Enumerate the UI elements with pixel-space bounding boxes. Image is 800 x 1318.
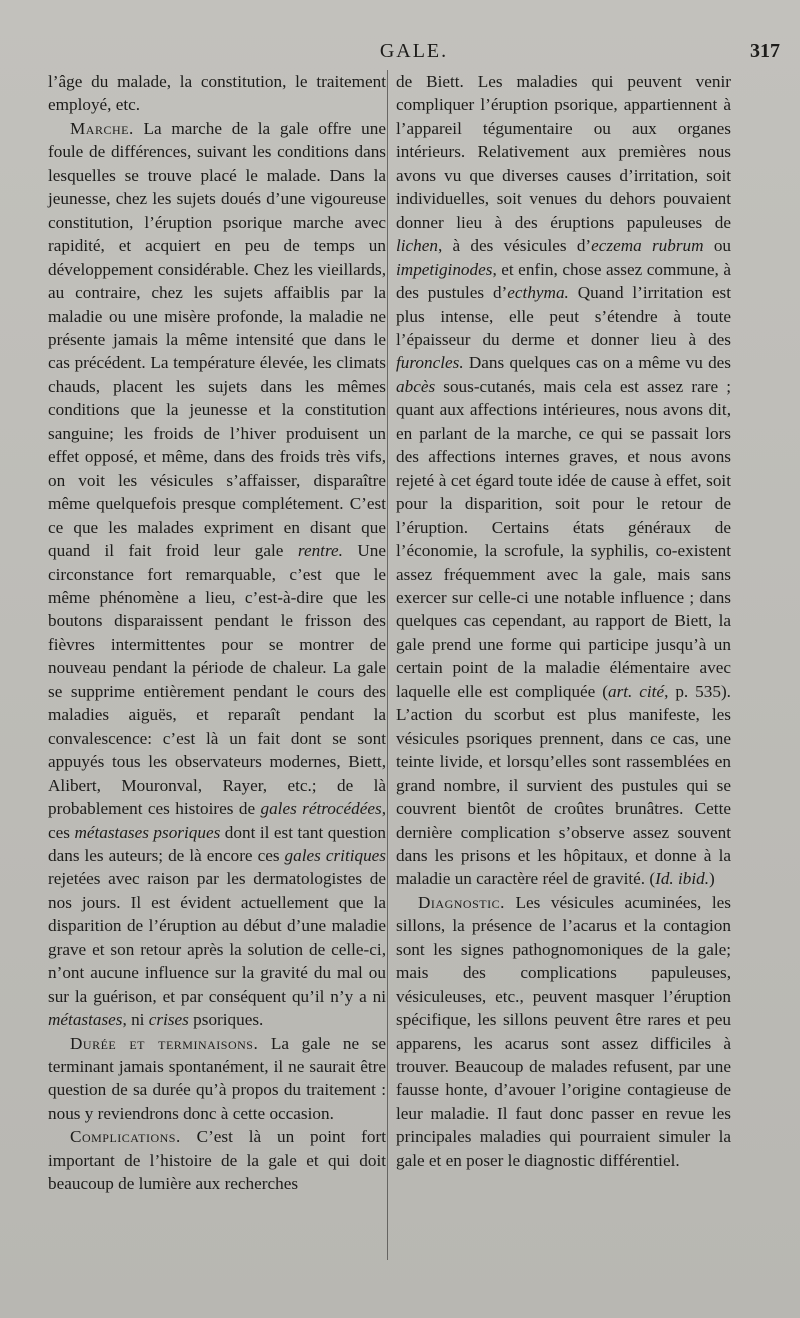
right-text-b: , à des vésicules d’: [438, 236, 592, 256]
diagnostic-text: Les vésicules acuminées, les sillons, la présence de l’acarus et la contagion sont les signes pathognomoniques de la gale; mais des complications papuleuses, vésiculeuses, etc., peuvent masquer l’éruption spécifique, les sillons peuvent être rares et peu apparens, les acarus sont assez difficiles à trouver. Beaucoup de malades refusent, par une fausse honte, d’avouer l’origine contagieuse de leur maladie. Il faut donc passer en revue les principales maladies qui pourraient simuler la gale et en poser le diagnostic différentiel.: [396, 892, 731, 1170]
right-text-d: , et enfin, chose assez commune, à des pustules d’: [396, 259, 731, 303]
right-italic-eczema: eczema rubrum: [591, 236, 704, 256]
marche-text-g: psoriques.: [188, 1010, 264, 1030]
section-heading-marche: Marche.: [70, 118, 134, 138]
right-italic-abces: abcès: [396, 376, 436, 396]
right-italic-furoncles: furoncles.: [396, 353, 464, 373]
marche-text-c: , ces: [48, 799, 386, 842]
marche-text-e: rejetées avec raison par les dermatologistes de nos jours. Il est évident actuellement que la disparition de l’éruption au début d’une maladie grave et son retour après la solution de celle-ci, n’ont aucune influence sur la gravité du mal ou sur la guérison, et par conséquent qu’il n’y a ni: [48, 869, 386, 1006]
right-column: [396, 70, 731, 1172]
section-complications: [48, 1125, 386, 1195]
right-text-e: Quand l’irritation est plus intense, elle peut s’étendre à toute l’épaisseur du derme et donner lieu à des: [396, 283, 731, 349]
page-number: 317: [750, 40, 780, 62]
right-text-f: Dans quelques cas on a même vu des: [463, 353, 731, 373]
duree-text: La gale ne se terminant jamais spontanément, il ne saurait être question de sa durée qu’à propos du traitement : nous y reviendrons donc à cette occasion.: [48, 1033, 386, 1123]
section-heading-complications: Complications.: [70, 1127, 181, 1147]
right-text-c: ou: [703, 236, 731, 256]
marche-italic-metastases-psoriques: métastases psoriques: [74, 822, 221, 842]
marche-italic-rentre: rentre.: [297, 541, 343, 561]
running-head: [48, 40, 780, 66]
running-title: GALE.: [379, 40, 449, 62]
section-marche: [48, 117, 386, 1032]
section-heading-duree: Durée et terminaisons.: [70, 1033, 259, 1053]
right-paragraph-continuation: [396, 70, 731, 891]
section-heading-diagnostic: Diagnostic.: [418, 892, 505, 912]
right-text-a: de Biett. Les maladies qui peuvent venir compliquer l’éruption psorique, appartiennent à l’appareil tégumentaire ou aux organes intérieurs. Relativement aux premières nous avons vu que diverses causes d’irritation, soit individuelles, soit venues du dehors pouvaient donner lieu à des éruptions papuleuses de: [396, 72, 731, 232]
right-italic-art-cite: art. cité: [607, 681, 665, 701]
marche-text-f: , ni: [122, 1010, 149, 1030]
left-paragraph-continuation: [48, 70, 386, 117]
right-text-g: sous-cutanés, mais cela est assez rare ; quant aux affections intérieures, nous avons dit, en parlant de la marche, ce qui se passait lors des affections internes graves, et nous avons rejeté à cet égard toute idée de cause à effet, soit pour la disparition, soit pour le retour de l’éruption. Certains états généraux de l’économie, la scrofule, la syphilis, co-existent assez fréquemment avec la gale, mais sans exercer sur celle-ci une notable influence ; dans quelques cas cependant, au rapport de Biett, la gale prend une forme qui participe jusqu’à un certain point de la maladie élémentaire avec laquelle elle est compliquée (: [396, 376, 731, 701]
complications-text: C’est là un point fort important de l’histoire de la gale et qui doit beaucoup de lumière aux recherches: [48, 1127, 386, 1194]
marche-text-d: dont il est tant question dans les auteurs; de là encore ces: [48, 822, 386, 865]
section-diagnostic: [396, 891, 731, 1172]
marche-italic-gales-critiques: gales critiques: [284, 845, 386, 865]
marche-text-b: Une circonstance fort remarquable, c’est que le même phénomène a lieu, c’est-à-dire que les boutons disparaissent pendant le frisson des fièvres intermittentes pour se montrer de nouveau pendant la période de chaleur. La gale se supprime entièrement pendant le cours des maladies aiguës, et reparaît pendant la convalescence: c’est là un fait dont se sont appuyés tous les observateurs modernes, Biett, Alibert, Mouronval, Rayer, etc.; de là probablement ces histoires de: [48, 541, 387, 819]
marche-italic-crises: crises: [148, 1010, 189, 1030]
section-duree: [48, 1032, 386, 1126]
right-italic-ecthyma: ecthyma.: [507, 283, 569, 303]
right-italic-id-ibid: Id. ibid.: [655, 869, 710, 889]
marche-italic-gales-retrocedees: gales rétrocédées: [260, 799, 382, 819]
right-text-h: , p. 535). L’action du scorbut est plus manifeste, les vésicules psoriques prennent, dans ce cas, une teinte livide, et lorsqu’elles sont rassemblées en grand nombre, il survient des pustules qui se couvrent bientôt de croûtes brunâtres. Cette dernière complication s’observe assez souvent dans les prisons et les hôpitaux, et donne à la maladie un caractère réel de gravité. (: [396, 681, 731, 889]
column-divider: [387, 70, 388, 1260]
left-column: [48, 70, 386, 1196]
left-p1-text: l’âge du malade, la constitution, le traitement employé, etc.: [48, 72, 386, 115]
right-text-j: ): [709, 869, 715, 889]
right-italic-lichen: lichen: [396, 236, 438, 256]
marche-text-a: La marche de la gale offre une foule de différences, suivant les conditions dans lesquelles se trouve placé le malade. Dans la jeunesse, chez les sujets doués d’une vigoureuse constitution, l’éruption psorique marche avec rapidité, et acquiert en peu de temps un développement considérable. Chez les vieillards, au contraire, chez les sujets affaiblis par la maladie ou une misère profonde, la maladie ne présente jamais la même intensité que dans le cas précédent. La température élevée, les climats chauds, placent les sujets dans les mêmes conditions que la jeunesse et la constitution sanguine; les froids de l’hiver produisent un effet opposé, et même, dans des froids très vifs, on voit les vésicules s’affaisser, disparaître même quelquefois presque complétement. C’est ce que les malades expriment en disant que quand il fait froid leur gale: [48, 118, 386, 561]
marche-italic-metastases: métastases: [48, 1010, 123, 1030]
right-italic-impetiginodes: impetiginodes: [396, 259, 493, 279]
